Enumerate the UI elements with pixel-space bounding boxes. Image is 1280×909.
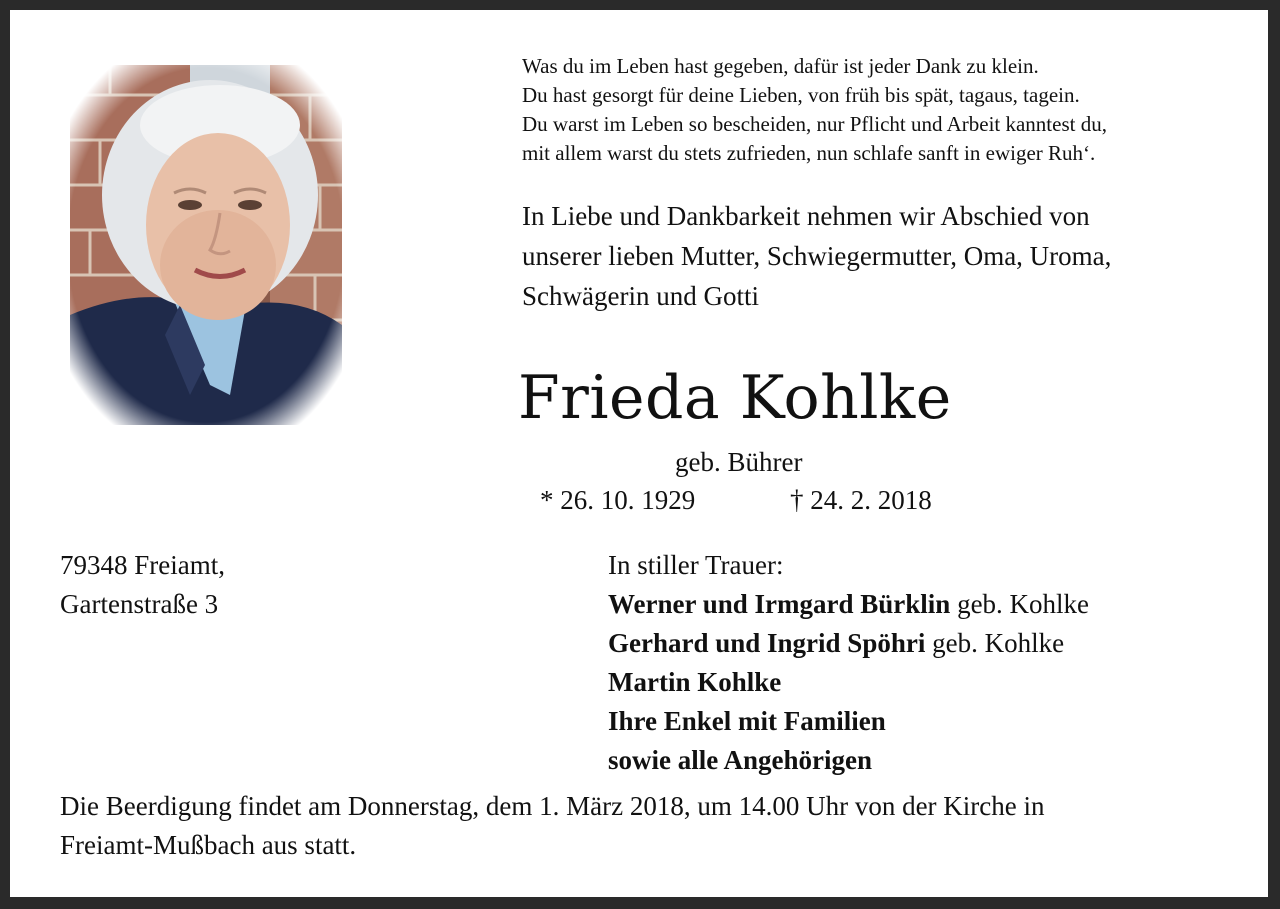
mourners-heading: In stiller Trauer:	[608, 550, 784, 580]
mourner-entry	[608, 702, 1089, 741]
funeral-line: Freiamt-Mußbach aus statt.	[60, 830, 357, 860]
mourner-name: Martin Kohlke	[608, 667, 782, 697]
maiden-name: geb. Bührer	[675, 447, 803, 477]
poem-line: Du warst im Leben so bescheiden, nur Pflicht und Arbeit kanntest du,	[522, 112, 1107, 136]
intro-line: In Liebe und Dankbarkeit nehmen wir Abschied von	[522, 201, 1090, 231]
address	[60, 546, 225, 624]
portrait-image	[70, 65, 342, 425]
farewell-intro	[522, 196, 1242, 316]
deceased-name: Frieda Kohlke	[518, 363, 952, 433]
portrait-photo	[70, 65, 342, 425]
mourner-entry	[608, 585, 1089, 624]
intro-line: Schwägerin und Gotti	[522, 281, 759, 311]
mourner-name: Werner und Irmgard Bürklin	[608, 589, 951, 619]
address-line: 79348 Freiamt,	[60, 550, 225, 580]
obituary-card	[10, 10, 1268, 897]
mourner-entry	[608, 624, 1089, 663]
funeral-line: Die Beerdigung findet am Donnerstag, dem 1. März 2018, um 14.00 Uhr von der Kirche in	[60, 791, 1045, 821]
funeral-notice	[60, 787, 1240, 865]
poem-line: mit allem warst du stets zufrieden, nun schlafe sanft in ewiger Ruh‘.	[522, 141, 1096, 165]
mourner-name: Gerhard und Ingrid Spöhri	[608, 628, 926, 658]
mourner-entry	[608, 741, 1089, 780]
mourners-list	[608, 546, 1089, 780]
birth-date: * 26. 10. 1929	[540, 485, 696, 515]
poem-line: Du hast gesorgt für deine Lieben, von früh bis spät, tagaus, tagein.	[522, 83, 1080, 107]
mourner-name: sowie alle Angehörigen	[608, 745, 872, 775]
intro-line: unserer lieben Mutter, Schwiegermutter, Oma, Uroma,	[522, 241, 1112, 271]
mourner-suffix: geb. Kohlke	[950, 589, 1090, 619]
mourner-name: Ihre Enkel mit Familien	[608, 706, 886, 736]
poem	[522, 52, 1242, 168]
address-line: Gartenstraße 3	[60, 589, 219, 619]
poem-line: Was du im Leben hast gegeben, dafür ist jeder Dank zu klein.	[522, 54, 1039, 78]
mourner-entry	[608, 663, 1089, 702]
mourner-suffix: geb. Kohlke	[925, 628, 1065, 658]
death-date: † 24. 2. 2018	[790, 485, 932, 515]
